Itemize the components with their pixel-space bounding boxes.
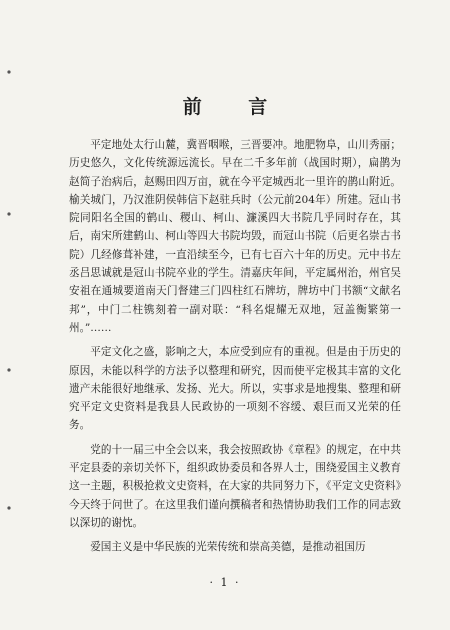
binding-hole-mark bbox=[7, 368, 10, 371]
page-number: · 1 · bbox=[209, 576, 241, 589]
paragraph: 爱国主义是中华民族的光荣传统和崇高美德，是推动祖国历 bbox=[90, 541, 366, 554]
page-title: 前 言 bbox=[182, 96, 288, 118]
paragraph: 党的十一届三中全会以来，我会按照政协《章程》的规定，在中共平定县委的亲切关怀下，组织政协委员和各界人士，围绕爱国主义教育这一主题，积极抢救文史资料，在大家的共同努力下，《平定文史资料》今天终于问世了。在这里我们谨向撰稿者和热情协助我们工作的同志致以深切的谢忱。 bbox=[69, 443, 401, 529]
binding-hole-mark bbox=[7, 70, 10, 73]
body-text bbox=[69, 136, 401, 557]
paragraph: 平定文化之盛，影响之大，本应受到应有的重视。但是由于历史的原因，未能以科学的方法予以整理和研究，因而使平定极其丰富的文化遗产未能很好地继承、发扬、光大。所以，实事求是地搜集、整理和研究平定文史资料是我县人民政协的一项刻不容缓、艰巨而又光荣的任务。 bbox=[69, 346, 401, 432]
paragraph: 平定地处太行山麓，冀晋咽喉，三晋要冲。地肥物阜，山川秀丽；历史悠久，文化传统源远流长。早在二千多年前（战国时期），扁鹊为赵简子治病后，赵赐田四万亩，就在今平定城西北一里许的鹊山附近。榆关城门，乃汉淮阴侯韩信下赵驻兵时（公元前204年）所建。冠山书院同阳名全国的鹤山、稷山、柯山、濂溪四大书院几乎同时存在，其后，南宋所建鹤山、柯山等四大书院均毁，而冠山书院（后更名崇古书院）几经修葺补建，一直沿续至今，已有七百六十年的历史。元中书左丞吕思诚就是冠山书院卒业的学生。清嘉庆年间，平定属州治，州官吴安祖在通城要道南天门督建三门四柱红石牌坊，牌坊中门书额“文献名邦”，中门二柱镌刻着一副对联：“科名焜耀无双地，冠盖衡繁第一州。”…… bbox=[69, 139, 401, 334]
binding-hole-mark bbox=[7, 506, 10, 509]
binding-hole-mark bbox=[7, 212, 10, 215]
